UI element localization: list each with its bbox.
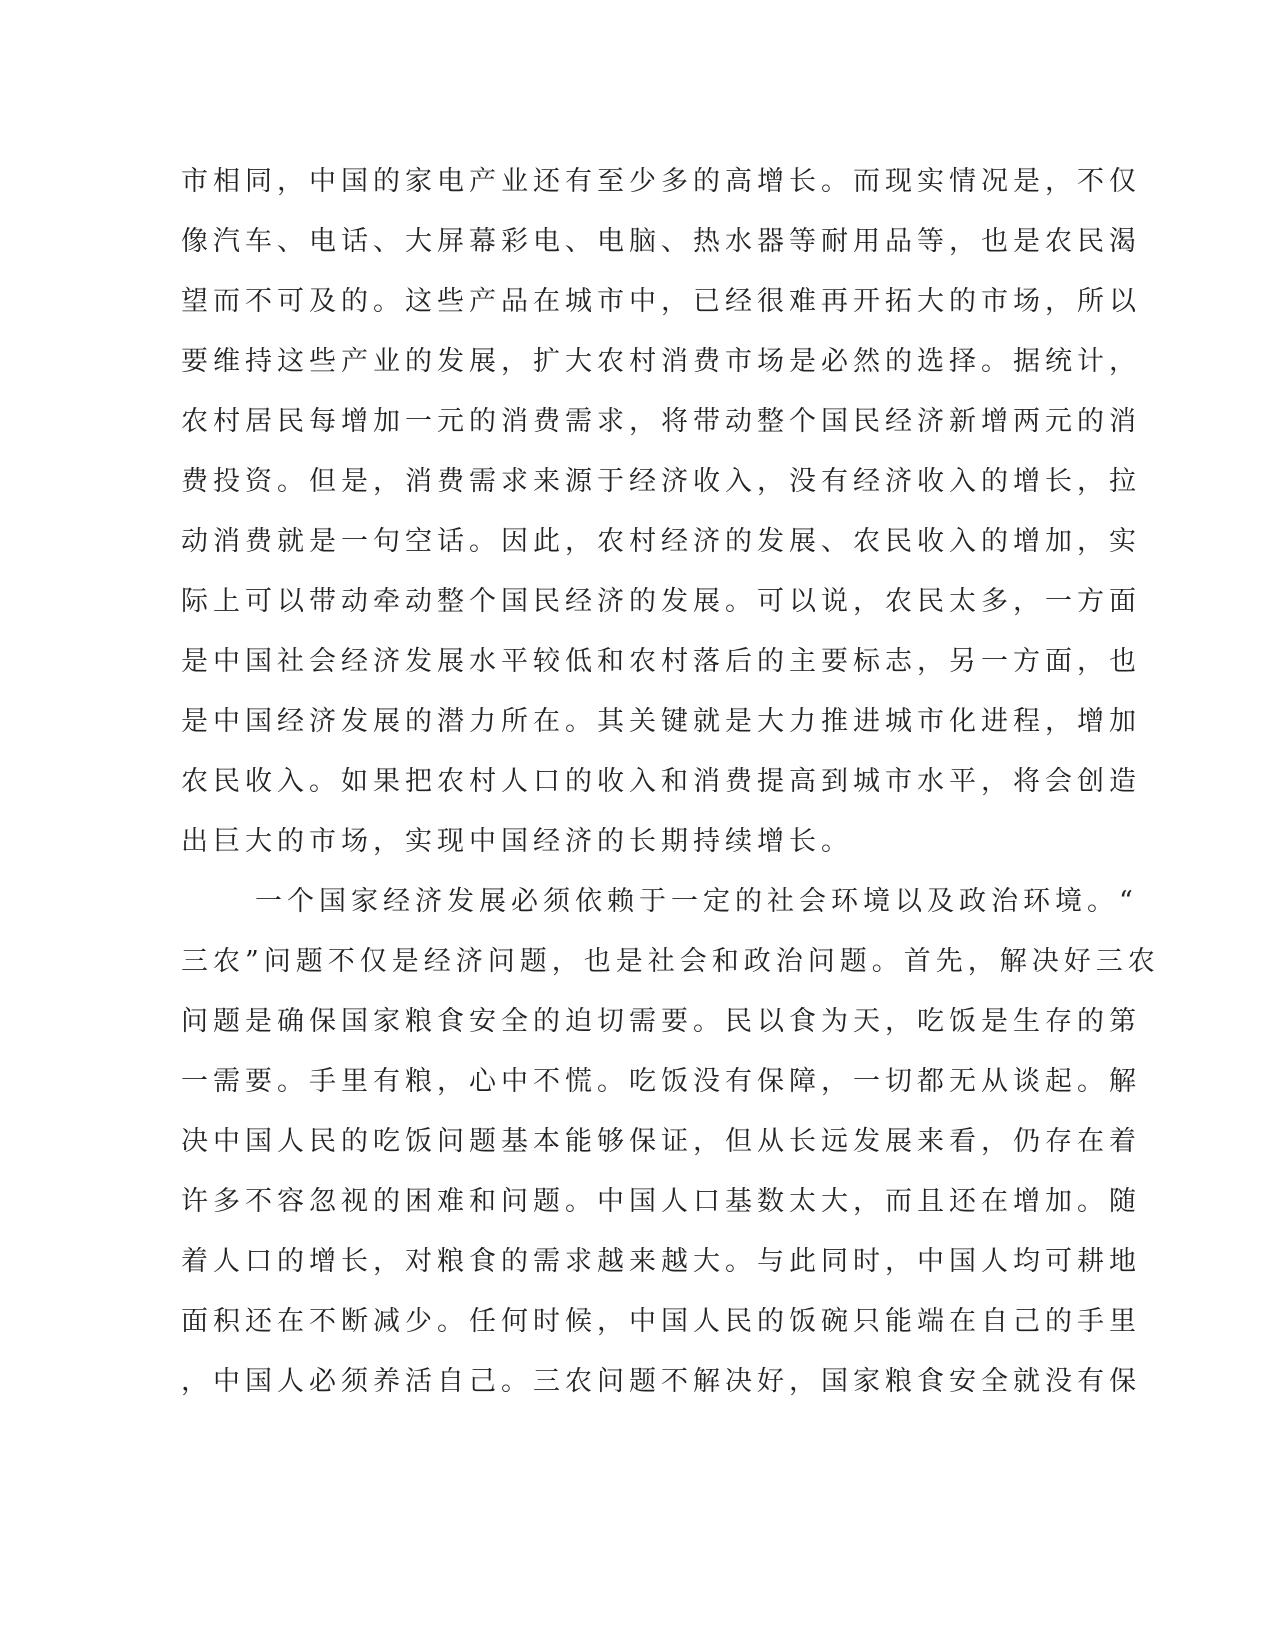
text-line: 农村居民每增加一元的消费需求，将带动整个国民经济新增两元的消: [181, 406, 1141, 437]
text-line: 决中国人民的吃饭问题基本能够保证，但从长远发展来看，仍存在着: [181, 1126, 1141, 1157]
text-line: 问题是确保国家粮食安全的迫切需要。民以食为天，吃饭是生存的第: [181, 1006, 1141, 1037]
text-line: 一个国家经济发展必须依赖于一定的社会环境以及政治环境。“: [255, 886, 1138, 917]
paragraph-1: [181, 160, 1141, 880]
text-line: 是中国社会经济发展水平较低和农村落后的主要标志，另一方面，也: [181, 646, 1141, 677]
paragraph-2: [181, 880, 1160, 1420]
text-line: 一需要。手里有粮，心中不慌。吃饭没有保障，一切都无从谈起。解: [181, 1066, 1141, 1097]
text-line: 是中国经济发展的潜力所在。其关键就是大力推进城市化进程，增加: [181, 706, 1141, 737]
text-line: 费投资。但是，消费需求来源于经济收入，没有经济收入的增长，拉: [181, 466, 1141, 497]
text-line: 出巨大的市场，实现中国经济的长期持续增长。: [181, 826, 853, 857]
text-line: 动消费就是一句空话。因此，农村经济的发展、农民收入的增加，实: [181, 526, 1141, 557]
text-line: 望而不可及的。这些产品在城市中，已经很难再开拓大的市场，所以: [181, 286, 1141, 317]
text-line: 许多不容忽视的困难和问题。中国人口基数太大，而且还在增加。随: [181, 1186, 1141, 1217]
text-line: 着人口的增长，对粮食的需求越来越大。与此同时，中国人均可耕地: [181, 1246, 1141, 1277]
document-body: [181, 160, 1160, 1420]
text-line: 三农”问题不仅是经济问题，也是社会和政治问题。首先，解决好三农: [181, 946, 1160, 977]
text-line: 市相同，中国的家电产业还有至少多的高增长。而现实情况是，不仅: [181, 166, 1141, 197]
text-line: 农民收入。如果把农村人口的收入和消费提高到城市水平，将会创造: [181, 766, 1141, 797]
text-line: 际上可以带动牵动整个国民经济的发展。可以说，农民太多，一方面: [181, 586, 1141, 617]
text-line: 像汽车、电话、大屏幕彩电、电脑、热水器等耐用品等，也是农民渴: [181, 226, 1141, 257]
text-line: 要维持这些产业的发展，扩大农村消费市场是必然的选择。据统计，: [181, 346, 1141, 377]
text-line: 面积还在不断减少。任何时候，中国人民的饭碗只能端在自己的手里: [181, 1306, 1141, 1337]
text-line: ，中国人必须养活自己。三农问题不解决好，国家粮食安全就没有保: [181, 1366, 1141, 1397]
